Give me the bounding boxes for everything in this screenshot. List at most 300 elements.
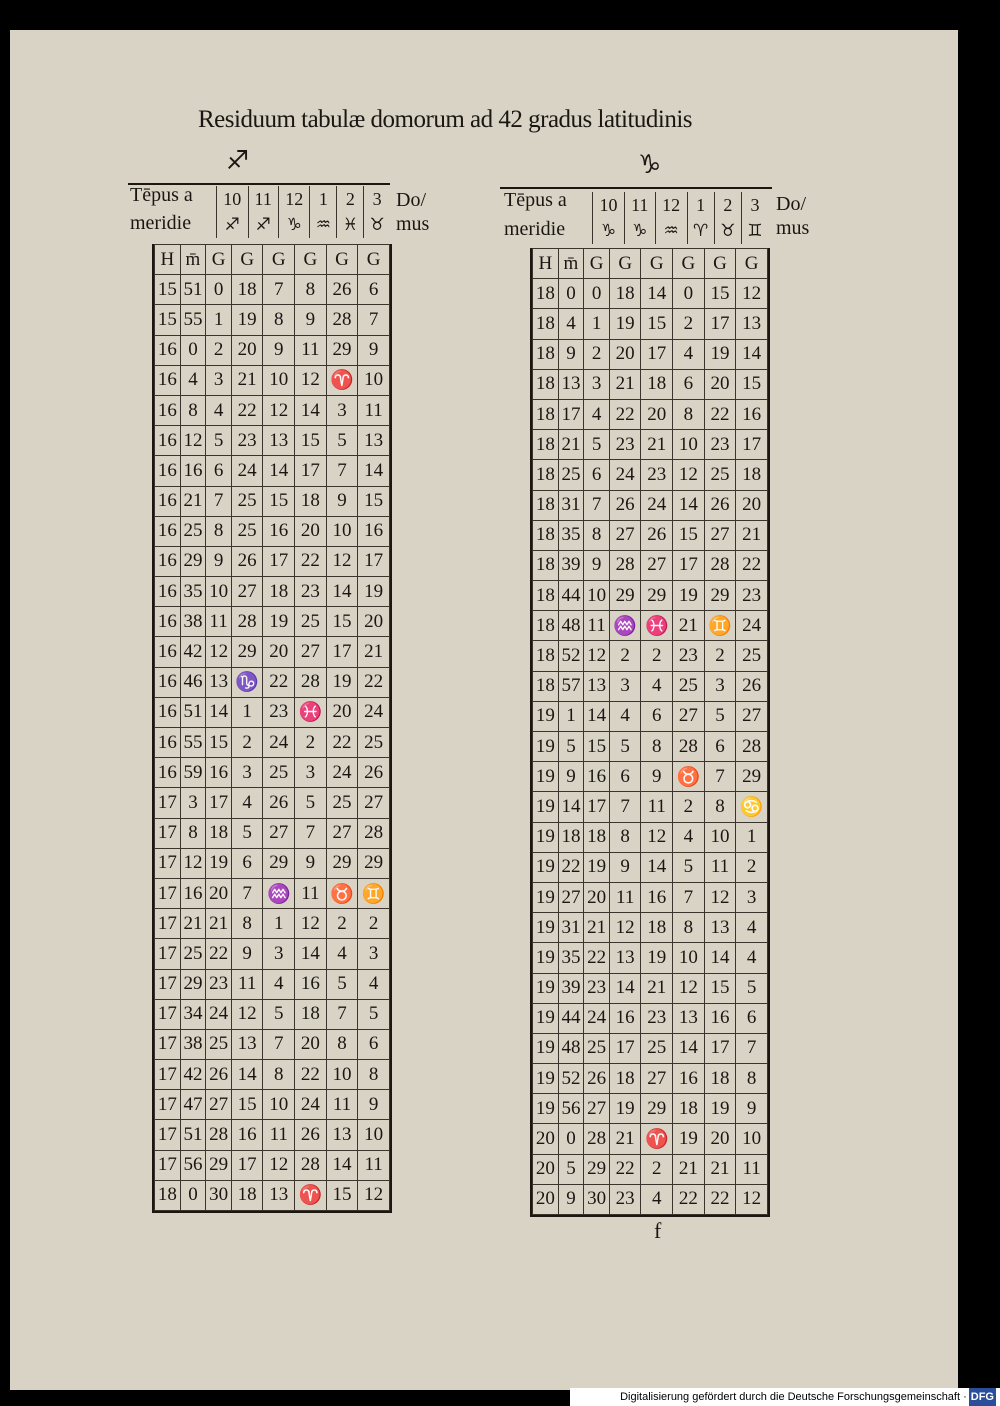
table-cell: 2 — [609, 641, 641, 671]
table-cell: 2 — [673, 792, 705, 822]
table-row — [155, 758, 390, 788]
table-row — [533, 369, 768, 399]
table-cell: 16 — [609, 1003, 641, 1033]
table-cell: 16 — [155, 426, 181, 456]
table-row — [533, 490, 768, 520]
table-cell: 20 — [609, 339, 641, 369]
table-cell: 1 — [263, 909, 295, 939]
table-cell: 4 — [180, 365, 206, 395]
table-cell: 16 — [295, 969, 327, 999]
table-cell: 3 — [180, 788, 206, 818]
table-cell: 6 — [584, 460, 610, 490]
table-cell: 9 — [358, 335, 390, 365]
table-cell: 38 — [180, 1029, 206, 1059]
table-cell: 19 — [533, 1064, 559, 1094]
table-cell: 18 — [609, 279, 641, 309]
table-cell: 13 — [326, 1120, 358, 1150]
table-cell: 16 — [155, 577, 181, 607]
table-cell: 18 — [295, 486, 327, 516]
left-header-meridie: meridie — [130, 212, 192, 234]
table-cell: 0 — [206, 275, 232, 305]
house-number: 12 — [655, 192, 687, 218]
table-row — [155, 426, 390, 456]
table-cell: 17 — [673, 550, 705, 580]
table-cell: 28 — [704, 550, 736, 580]
table-cell: 12 — [326, 546, 358, 576]
table-cell: 4 — [641, 1184, 673, 1214]
house-sign-icon: ♐ — [248, 212, 278, 238]
table-cell: 17 — [155, 1060, 181, 1090]
table-cell: 12 — [180, 426, 206, 456]
table-cell: 19 — [326, 667, 358, 697]
table-cell: 7 — [326, 456, 358, 486]
table-cell: 27 — [736, 701, 768, 731]
table-cell: 6 — [641, 701, 673, 731]
table-cell: 20 — [358, 607, 390, 637]
table-cell: 17 — [155, 818, 181, 848]
table-cell: 21 — [673, 611, 705, 641]
table-cell: 4 — [609, 701, 641, 731]
table-cell: 14 — [736, 339, 768, 369]
table-cell: 13 — [609, 943, 641, 973]
table-cell: 1 — [231, 697, 263, 727]
table-row — [533, 1064, 768, 1094]
table-cell: 9 — [358, 1090, 390, 1120]
table-cell: 0 — [180, 1180, 206, 1210]
table-cell: 7 — [231, 878, 263, 908]
table-cell: 4 — [231, 788, 263, 818]
table-cell: 11 — [736, 1154, 768, 1184]
table-cell: 1 — [736, 822, 768, 852]
house-number: 2 — [337, 186, 364, 212]
table-cell: 22 — [263, 667, 295, 697]
table-cell: 19 — [673, 581, 705, 611]
column-header: G — [263, 245, 295, 275]
table-cell: 19 — [533, 762, 559, 792]
table-cell: 25 — [358, 728, 390, 758]
table-cell: 4 — [206, 395, 232, 425]
table-cell: 29 — [704, 581, 736, 611]
table-cell: 16 — [155, 456, 181, 486]
table-cell: 22 — [326, 728, 358, 758]
table-cell: 19 — [533, 973, 559, 1003]
table-cell: 27 — [641, 1064, 673, 1094]
table-cell: 8 — [609, 822, 641, 852]
table-cell: 10 — [584, 581, 610, 611]
table-cell: 14 — [609, 973, 641, 1003]
table-cell: ♉ — [326, 878, 358, 908]
table-cell: 14 — [673, 490, 705, 520]
table-cell: 18 — [533, 490, 559, 520]
table-cell: 8 — [358, 1060, 390, 1090]
table-cell: 20 — [533, 1124, 559, 1154]
table-cell: 42 — [180, 1060, 206, 1090]
table-cell: 23 — [704, 430, 736, 460]
table-cell: 12 — [295, 365, 327, 395]
table-cell: 13 — [358, 426, 390, 456]
table-cell: 20 — [295, 1029, 327, 1059]
table-row — [155, 667, 390, 697]
table-cell: 18 — [533, 309, 559, 339]
table-cell: 25 — [206, 1029, 232, 1059]
table-cell: 10 — [326, 516, 358, 546]
table-cell: 18 — [704, 1064, 736, 1094]
table-cell: 22 — [206, 939, 232, 969]
table-cell: 3 — [609, 671, 641, 701]
table-cell: 18 — [533, 369, 559, 399]
table-cell: 18 — [533, 611, 559, 641]
table-cell: 20 — [704, 1124, 736, 1154]
table-cell: 17 — [155, 1120, 181, 1150]
table-cell: 19 — [609, 1094, 641, 1124]
right-data-grid — [530, 248, 770, 1217]
table-cell: 5 — [326, 969, 358, 999]
table-cell: 19 — [533, 882, 559, 912]
table-cell: 22 — [736, 550, 768, 580]
table-cell: 11 — [584, 611, 610, 641]
table-cell: 19 — [673, 1124, 705, 1154]
table-cell: 16 — [206, 758, 232, 788]
table-cell: 19 — [358, 577, 390, 607]
right-table-sign-capricorn-icon: ♑ — [638, 150, 662, 180]
table-cell: 25 — [231, 486, 263, 516]
table-cell: 24 — [231, 456, 263, 486]
table-cell: 18 — [609, 1064, 641, 1094]
table-cell: 2 — [358, 909, 390, 939]
table-cell: 15 — [263, 486, 295, 516]
table-cell: 27 — [295, 637, 327, 667]
table-cell: 27 — [704, 520, 736, 550]
table-cell: 17 — [584, 792, 610, 822]
table-cell: 22 — [673, 1184, 705, 1214]
table-row — [533, 581, 768, 611]
table-cell: 19 — [609, 309, 641, 339]
table-row — [533, 430, 768, 460]
table-cell: 14 — [326, 577, 358, 607]
table-cell: 11 — [641, 792, 673, 822]
table-cell: ♓ — [641, 611, 673, 641]
table-row — [155, 607, 390, 637]
table-cell: 28 — [673, 732, 705, 762]
left-header-tempus: Tēpus a — [130, 184, 193, 206]
table-cell: 29 — [736, 762, 768, 792]
table-row — [533, 882, 768, 912]
column-header: m̄ — [558, 249, 584, 279]
table-cell: 16 — [155, 365, 181, 395]
domus-line: Do/ — [396, 189, 426, 211]
table-cell: ♈ — [295, 1180, 327, 1210]
table-cell: 19 — [206, 848, 232, 878]
table-cell: 3 — [231, 758, 263, 788]
table-cell: 18 — [533, 339, 559, 369]
table-cell: 5 — [326, 426, 358, 456]
table-cell: 4 — [326, 939, 358, 969]
table-row — [533, 943, 768, 973]
table-cell: 8 — [206, 516, 232, 546]
table-cell: 13 — [231, 1029, 263, 1059]
table-row — [533, 611, 768, 641]
table-cell: 55 — [180, 305, 206, 335]
table-cell: 15 — [704, 279, 736, 309]
table-cell: 23 — [609, 430, 641, 460]
table-cell: 18 — [533, 460, 559, 490]
table-cell: 25 — [704, 460, 736, 490]
table-cell: 20 — [584, 882, 610, 912]
table-cell: 18 — [533, 399, 559, 429]
table-cell: 18 — [641, 913, 673, 943]
table-cell: ♑ — [231, 667, 263, 697]
table-cell: 7 — [295, 818, 327, 848]
table-row — [533, 550, 768, 580]
table-cell: 27 — [641, 550, 673, 580]
table-cell: 23 — [641, 460, 673, 490]
table-cell: 29 — [584, 1154, 610, 1184]
table-cell: 17 — [155, 909, 181, 939]
table-cell: 5 — [206, 426, 232, 456]
table-cell: 16 — [155, 637, 181, 667]
table-cell: 19 — [533, 1033, 559, 1063]
table-row — [155, 818, 390, 848]
table-cell: 16 — [180, 456, 206, 486]
table-row — [155, 516, 390, 546]
table-cell: 15 — [584, 732, 610, 762]
dfg-logo: DFG — [969, 1388, 996, 1406]
table-cell: 2 — [673, 309, 705, 339]
table-cell: ♒ — [609, 611, 641, 641]
table-cell: 21 — [231, 365, 263, 395]
house-sign-icon: ♈ — [687, 218, 714, 244]
table-cell: 10 — [673, 943, 705, 973]
table-row — [533, 1094, 768, 1124]
table-cell: 17 — [358, 546, 390, 576]
table-cell: 13 — [736, 309, 768, 339]
table-cell: 26 — [704, 490, 736, 520]
table-cell: 22 — [704, 399, 736, 429]
domus-line: Do/ — [776, 193, 806, 215]
column-header: G — [326, 245, 358, 275]
table-cell: 16 — [155, 335, 181, 365]
house-number: 1 — [687, 192, 714, 218]
table-cell: 17 — [736, 430, 768, 460]
table-cell: 44 — [558, 581, 584, 611]
table-cell: 10 — [206, 577, 232, 607]
table-cell: 27 — [326, 818, 358, 848]
table-cell: 21 — [609, 1124, 641, 1154]
table-row — [155, 1090, 390, 1120]
table-row — [533, 792, 768, 822]
table-cell: 17 — [206, 788, 232, 818]
table-cell: 13 — [263, 1180, 295, 1210]
table-cell: 38 — [180, 607, 206, 637]
table-row — [533, 279, 768, 309]
table-cell: 15 — [155, 275, 181, 305]
table-row — [533, 732, 768, 762]
table-cell: 57 — [558, 671, 584, 701]
table-cell: 15 — [206, 728, 232, 758]
table-cell: 11 — [326, 1090, 358, 1120]
table-row — [155, 697, 390, 727]
table-cell: 19 — [231, 305, 263, 335]
table-cell: 2 — [231, 728, 263, 758]
column-header: G — [736, 249, 768, 279]
table-row — [533, 309, 768, 339]
table-row — [533, 460, 768, 490]
table-row — [155, 1150, 390, 1180]
table-cell: 18 — [533, 550, 559, 580]
table-row — [155, 1029, 390, 1059]
table-cell: 14 — [206, 697, 232, 727]
house-sign-icon: ♑ — [278, 212, 310, 238]
table-cell: 25 — [180, 939, 206, 969]
table-cell: 18 — [155, 1180, 181, 1210]
house-sign-icon: ♒ — [655, 218, 687, 244]
table-cell: 15 — [155, 305, 181, 335]
table-cell: 11 — [295, 335, 327, 365]
table-cell: 24 — [641, 490, 673, 520]
table-cell: 5 — [558, 1154, 584, 1184]
table-cell: 25 — [736, 641, 768, 671]
table-cell: 5 — [295, 788, 327, 818]
table-cell: 19 — [641, 943, 673, 973]
table-cell: 29 — [641, 1094, 673, 1124]
left-data-table — [154, 244, 390, 1211]
table-cell: 12 — [736, 1184, 768, 1214]
table-cell: 6 — [736, 1003, 768, 1033]
table-cell: 35 — [180, 577, 206, 607]
table-cell: 4 — [736, 943, 768, 973]
table-row — [533, 1154, 768, 1184]
table-cell: 18 — [231, 1180, 263, 1210]
table-cell: 22 — [609, 1154, 641, 1184]
table-cell: 22 — [295, 546, 327, 576]
table-cell: 13 — [584, 671, 610, 701]
table-cell: 16 — [155, 607, 181, 637]
table-cell: 16 — [155, 758, 181, 788]
right-header-meridie: meridie — [504, 218, 566, 240]
table-cell: 14 — [295, 395, 327, 425]
table-cell: 5 — [358, 999, 390, 1029]
table-cell: 11 — [263, 1120, 295, 1150]
table-cell: 15 — [641, 309, 673, 339]
table-cell: 17 — [295, 456, 327, 486]
table-cell: 26 — [206, 1060, 232, 1090]
house-sign-icon: ♑ — [624, 218, 655, 244]
table-cell: 15 — [231, 1090, 263, 1120]
table-cell: 21 — [641, 973, 673, 1003]
table-cell: 1 — [584, 309, 610, 339]
table-cell: 10 — [704, 822, 736, 852]
table-cell: 9 — [584, 550, 610, 580]
table-cell: 11 — [609, 882, 641, 912]
table-cell: 18 — [673, 1094, 705, 1124]
table-cell: 26 — [641, 520, 673, 550]
table-cell: 14 — [358, 456, 390, 486]
table-cell: 29 — [326, 848, 358, 878]
table-cell: 9 — [609, 852, 641, 882]
table-cell: 23 — [295, 577, 327, 607]
table-cell: 16 — [641, 882, 673, 912]
table-cell: 26 — [295, 1120, 327, 1150]
table-cell: 59 — [180, 758, 206, 788]
table-cell: 27 — [558, 882, 584, 912]
table-cell: 11 — [704, 852, 736, 882]
table-row — [155, 1120, 390, 1150]
table-cell: 13 — [673, 1003, 705, 1033]
table-cell: 21 — [180, 486, 206, 516]
table-cell: 6 — [358, 275, 390, 305]
table-cell: 19 — [533, 1094, 559, 1124]
table-cell: 44 — [558, 1003, 584, 1033]
table-cell: 28 — [295, 667, 327, 697]
table-cell: 27 — [263, 818, 295, 848]
table-cell: 18 — [533, 671, 559, 701]
column-header: G — [704, 249, 736, 279]
table-cell: 8 — [180, 395, 206, 425]
table-cell: 9 — [736, 1094, 768, 1124]
table-cell: 8 — [263, 1060, 295, 1090]
table-cell: 5 — [673, 852, 705, 882]
table-row — [533, 822, 768, 852]
table-cell: 0 — [558, 279, 584, 309]
table-row — [155, 909, 390, 939]
table-cell: 29 — [641, 581, 673, 611]
table-cell: 24 — [358, 697, 390, 727]
table-cell: 8 — [673, 399, 705, 429]
table-cell: 7 — [263, 1029, 295, 1059]
table-cell: 8 — [326, 1029, 358, 1059]
table-cell: 10 — [358, 1120, 390, 1150]
table-cell: 28 — [358, 818, 390, 848]
table-cell: 18 — [558, 822, 584, 852]
house-sign-icon: ♓ — [337, 212, 364, 238]
table-row — [533, 520, 768, 550]
table-cell: 19 — [533, 701, 559, 731]
house-sign-icon: ♐ — [217, 212, 249, 238]
table-cell: 56 — [180, 1150, 206, 1180]
table-cell: 6 — [704, 732, 736, 762]
table-cell: 4 — [673, 339, 705, 369]
house-sign-icon: ♑ — [593, 218, 625, 244]
table-cell: 14 — [558, 792, 584, 822]
left-data-grid — [152, 244, 392, 1213]
table-cell: 20 — [736, 490, 768, 520]
table-cell: 4 — [736, 913, 768, 943]
table-cell: 23 — [263, 697, 295, 727]
table-cell: 15 — [673, 520, 705, 550]
table-cell: 31 — [558, 913, 584, 943]
table-cell: 6 — [673, 369, 705, 399]
table-cell: 19 — [533, 913, 559, 943]
column-header: G — [641, 249, 673, 279]
table-cell: 17 — [704, 309, 736, 339]
table-cell: 6 — [358, 1029, 390, 1059]
table-cell: 9 — [295, 848, 327, 878]
column-header-row — [155, 245, 390, 275]
table-cell: 29 — [206, 1150, 232, 1180]
table-cell: 18 — [736, 460, 768, 490]
table-cell: 18 — [206, 818, 232, 848]
table-cell: 20 — [533, 1184, 559, 1214]
table-cell: 3 — [358, 939, 390, 969]
table-cell: 12 — [180, 848, 206, 878]
table-cell: 27 — [584, 1094, 610, 1124]
table-cell: 0 — [180, 335, 206, 365]
table-cell: 18 — [263, 577, 295, 607]
table-row — [155, 788, 390, 818]
table-cell: 51 — [180, 697, 206, 727]
table-cell: 14 — [295, 939, 327, 969]
table-cell: 21 — [736, 520, 768, 550]
